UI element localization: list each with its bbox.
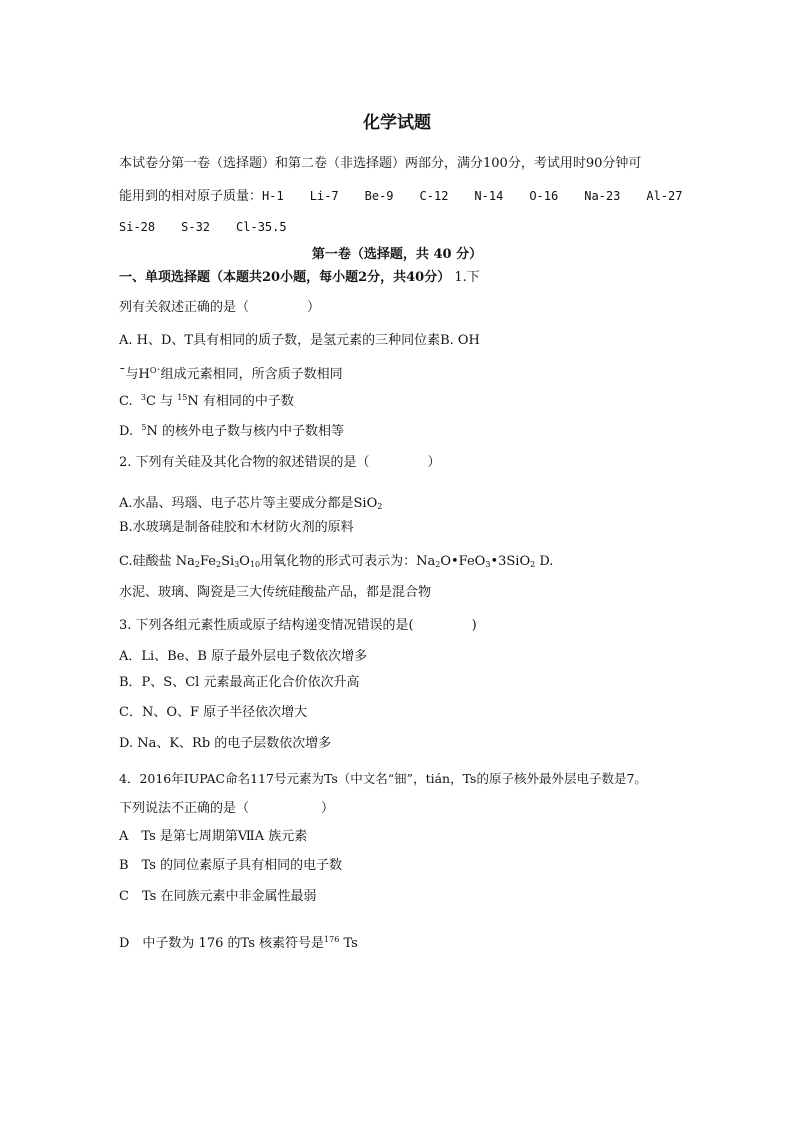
q4-option-a: A Ts 是第七周期第ⅦA 族元素 (119, 829, 308, 844)
page-title: 化学试题 (363, 113, 431, 133)
q3-stem: 3. 下列各组元素性质或原子结构递变情况错误的是( ) (119, 618, 477, 633)
q1-option-a: A. H、D、T具有相同的质子数，是氢元素的三种同位素B. OH (119, 333, 480, 348)
q1-stem: 列有关叙述正确的是（ ） (119, 300, 321, 315)
q2-option-c: C.硅酸盐 $Na_2Fe_2Si_3O_{10}$用氧化物的形式可表示为：$Na_2O•FeO_3•3SiO_2$ D. (119, 554, 554, 569)
q3-option-a: A．Li、Be、B 原子最外层电子数依次增多 (119, 649, 368, 664)
q4-option-d: D 中子数为 176 的Ts 核素符号是$^{176}$ Ts (119, 935, 358, 951)
q2-stem: 2. 下列有关硅及其化合物的叙述错误的是（ ） (119, 455, 441, 470)
q1-option-c: C. $^3$C 与 $^{15}$N 有相同的中子数 (119, 393, 294, 409)
q1-option-b: ¯与$H^{O^+}$组成元素相同，所含质子数相同 (119, 366, 343, 382)
q2-option-d: 水泥、玻璃、陶瓷是三大传统硅酸盐产品，都是混合物 (119, 585, 432, 600)
q3-option-d: D. Na、K、Rb 的电子层数依次增多 (119, 736, 332, 751)
atomic-mass-row-1 (119, 188, 682, 205)
atomic-mass: H-1 (262, 189, 284, 203)
q4-stem: 4．2016年IUPAC命名117号元素为Ts（中文名“钿”，tián，Ts的原子核外最外层电子数是7。 (119, 771, 647, 786)
part1-header-line (119, 270, 480, 286)
atomic-mass-row-2 (119, 219, 313, 236)
atomic-mass: Li-7 (309, 189, 339, 203)
atomic-mass: O-16 (529, 189, 559, 203)
atomic-mass: Al-27 (646, 189, 683, 203)
q2-option-a: A.水晶、玛瑙、电子芯片等主要成分都是SiO$_2$ (119, 496, 383, 511)
q1-option-d: D. $^5$N 的核外电子数与核内中子数相等 (119, 423, 344, 439)
q3-option-c: C．N、O、F 原子半径依次增大 (119, 705, 308, 720)
atomic-mass: Cl-35.5 (236, 220, 287, 234)
q4-stem-2: 下列说法不正确的是（ ） (119, 801, 335, 816)
atomic-mass: N-14 (474, 189, 504, 203)
volume1-header: 第一卷（选择题，共 40 分） (311, 247, 483, 262)
q4-option-b: B Ts 的同位素原子具有相同的电子数 (119, 858, 343, 873)
atomic-mass: S-32 (181, 220, 211, 234)
q1-number: 1.下 (454, 270, 480, 285)
q2-option-b: B.水玻璃是制备硅胶和木材防火剂的原料 (119, 520, 354, 535)
intro-text: 本试卷分第一卷（选择题）和第二卷（非选择题）两部分，满分100分，考试用时90分钟可 (119, 156, 642, 171)
atomic-mass: Na-23 (584, 189, 621, 203)
part1-header: 一、单项选择题（本题共20小题，每小题2分，共40分） (119, 270, 451, 285)
atomic-mass: Si-28 (119, 220, 156, 234)
atomic-mass: C-12 (419, 189, 449, 203)
q4-option-c: C Ts 在同族元素中非金属性最弱 (119, 889, 317, 904)
atomic-mass: Be-9 (364, 189, 394, 203)
q3-option-b: B．P、S、Cl 元素最高正化合价依次升高 (119, 675, 360, 690)
atomic-mass-label: 能用到的相对原子质量： (119, 189, 263, 204)
